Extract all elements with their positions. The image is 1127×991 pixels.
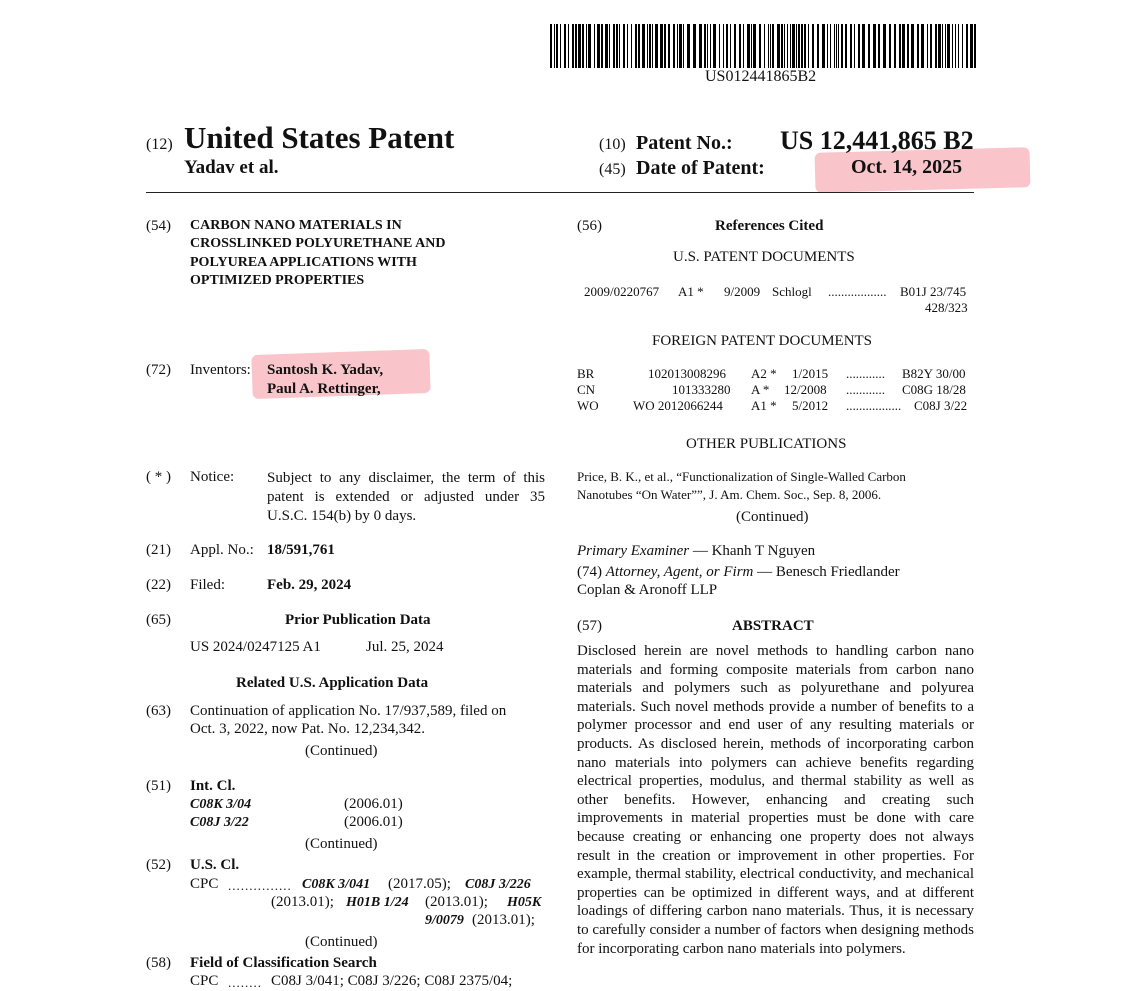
abstract-text: Disclosed herein are novel methods to handling carbon nano materials and forming composite materials from carbon nano materials and polymers such as polyurethane and polyurea materials. Such novel methods provide a number of benefits to a polymer processor and end user of any resulting materials or products. As disclosed herein, methods of incorporating carbon nano materials into polymers can achieve benefits regarding electrical properties, modulus, and thermal stability as well as other benefits. However, enhancing and creating such improvements in material properties must be done with care because creating or enhancing one property does not always result in the creation or improvement in other properties. For example, thermal stability, electrical conductivity, and mechanical properties can be optimized in different ways, and at different loadings of differing carbon nano materials. Thus, it is necessary to carefully consider a number of factors when designing methods for incorporating carbon nano materials into polymers. xyxy=(577,643,974,957)
barcode-bar xyxy=(873,24,876,68)
appl-no-label: Appl. No.: xyxy=(190,542,254,558)
barcode-bar xyxy=(582,24,584,68)
foreign-ref-kind: A1 * xyxy=(751,398,777,413)
foreign-ref-country: WO xyxy=(577,398,599,413)
continued-note: (Continued) xyxy=(305,743,378,759)
barcode-bar xyxy=(942,24,943,68)
barcode-bar xyxy=(768,24,769,68)
barcode-bar xyxy=(605,24,608,68)
barcode-bar xyxy=(883,24,886,68)
title-line: CROSSLINKED POLYURETHANE AND xyxy=(190,236,446,251)
header-divider xyxy=(146,192,974,193)
barcode-bar xyxy=(911,24,914,68)
barcode-bar xyxy=(660,24,663,68)
barcode-bar xyxy=(631,24,632,68)
field-cpc-codes: C08J 3/041; C08J 3/226; C08J 2375/04; xyxy=(271,973,513,989)
field-leader-dots: ........ xyxy=(228,975,262,990)
inventor-name: Santosh K. Yadav, xyxy=(267,362,384,378)
barcode-bar xyxy=(970,24,973,68)
barcode-number: US012441865B2 xyxy=(705,68,817,85)
inventors-label: Inventors: xyxy=(190,362,251,378)
barcode-bar xyxy=(619,24,620,68)
barcode-bar xyxy=(822,24,825,68)
filed-date: Feb. 29, 2024 xyxy=(267,577,352,593)
barcode-bar xyxy=(564,24,566,68)
barcode-bar xyxy=(739,24,741,68)
barcode-bar xyxy=(801,24,803,68)
barcode-bar xyxy=(854,24,855,68)
barcode-bar xyxy=(938,24,941,68)
barcode-bar xyxy=(578,24,581,68)
filed-label: Filed: xyxy=(190,577,226,593)
code-52: (52) xyxy=(146,857,171,873)
us-patent-documents-heading: U.S. PATENT DOCUMENTS xyxy=(673,249,855,265)
cpc-code: H05K xyxy=(507,895,542,910)
barcode-bar xyxy=(798,24,800,68)
barcode-bar xyxy=(817,24,819,68)
barcode-bar xyxy=(575,24,577,68)
field-cpc-label: CPC xyxy=(190,973,219,989)
barcode-bar xyxy=(935,24,937,68)
other-publications-heading: OTHER PUBLICATIONS xyxy=(686,436,847,452)
barcode-bar xyxy=(647,24,648,68)
barcode-bar xyxy=(655,24,658,68)
barcode-bar xyxy=(952,24,953,68)
attorney-name: — Benesch Friedlander xyxy=(753,564,900,580)
barcode xyxy=(550,24,978,68)
barcode-bar xyxy=(927,24,928,68)
barcode-bar xyxy=(597,24,600,68)
barcode-bar xyxy=(827,24,828,68)
barcode-bar xyxy=(719,24,720,68)
barcode-bar xyxy=(804,24,806,68)
barcode-bar xyxy=(830,24,831,68)
foreign-ref-class: C08J 3/22 xyxy=(914,398,968,413)
barcode-bar xyxy=(974,24,976,68)
barcode-bar xyxy=(838,24,839,68)
code-63: (63) xyxy=(146,703,171,719)
barcode-bar xyxy=(713,24,716,68)
code-12: (12) xyxy=(146,136,173,153)
barcode-bar xyxy=(677,24,678,68)
notice-label: Notice: xyxy=(190,469,235,485)
barcode-bar xyxy=(787,24,788,68)
barcode-bar xyxy=(609,24,610,68)
cpc-label: CPC xyxy=(190,876,219,892)
continuation-text: Continuation of application No. 17/937,589, filed on xyxy=(190,703,507,719)
int-cl-date: (2006.01) xyxy=(344,796,403,812)
barcode-bar xyxy=(568,24,569,68)
foreign-ref-kind: A2 * xyxy=(751,366,777,381)
barcode-bar xyxy=(812,24,814,68)
int-cl-label: Int. Cl. xyxy=(190,778,236,794)
other-publication-text: Price, B. K., et al., “Functionalization of Single-Walled Carbon xyxy=(577,469,906,484)
barcode-bar xyxy=(808,24,809,68)
code-57: (57) xyxy=(577,618,602,634)
barcode-bar xyxy=(845,24,847,68)
foreign-patent-documents-heading: FOREIGN PATENT DOCUMENTS xyxy=(652,333,873,349)
barcode-bar xyxy=(554,24,555,68)
barcode-bar xyxy=(850,24,852,68)
barcode-bar xyxy=(623,24,625,68)
barcode-bar xyxy=(586,24,587,68)
foreign-ref-class: C08G 18/28 xyxy=(902,382,966,397)
cpc-code: C08K 3/041 xyxy=(302,877,371,892)
barcode-bar xyxy=(784,24,785,68)
foreign-ref-dots: ................. xyxy=(846,398,902,413)
foreign-ref-number: 101333280 xyxy=(672,382,731,397)
continued-note: (Continued) xyxy=(305,836,378,852)
code-22: (22) xyxy=(146,577,171,593)
notice-text: Subject to any disclaimer, the term of this patent is extended or adjusted under 35 U.S.C. 154(b) by 0 days. xyxy=(267,470,545,524)
barcode-bar xyxy=(945,24,946,68)
barcode-bar xyxy=(966,24,968,68)
barcode-bar xyxy=(726,24,728,68)
us-cl-label: U.S. Cl. xyxy=(190,857,240,873)
barcode-bar xyxy=(588,24,591,68)
cpc-code: 9/0079 xyxy=(425,913,464,928)
barcode-bar xyxy=(679,24,682,68)
primary-examiner xyxy=(577,543,815,560)
code-74: (74) xyxy=(577,564,602,580)
code-45: (45) xyxy=(599,161,626,178)
us-ref-kind: A1 * xyxy=(678,284,704,299)
barcode-bar xyxy=(601,24,603,68)
title-line: CARBON NANO MATERIALS IN xyxy=(190,218,402,233)
foreign-ref-class: B82Y 30/00 xyxy=(902,366,966,381)
barcode-bar xyxy=(613,24,615,68)
title-line: OPTIMIZED PROPERTIES xyxy=(190,273,365,288)
cpc-date: (2013.01); xyxy=(425,894,488,910)
barcode-bar xyxy=(759,24,761,68)
barcode-bar xyxy=(917,24,919,68)
barcode-bar xyxy=(730,24,731,68)
code-10: (10) xyxy=(599,136,626,153)
code-65: (65) xyxy=(146,612,171,628)
us-ref-name: Schlogl xyxy=(772,284,812,299)
int-cl-code: C08K 3/04 xyxy=(190,797,252,812)
int-cl-date: (2006.01) xyxy=(344,814,403,830)
inventor-name: Paul A. Rettinger, xyxy=(267,381,381,397)
foreign-ref-dots: ............ xyxy=(846,382,885,397)
foreign-ref-kind: A * xyxy=(751,382,770,397)
barcode-bar xyxy=(770,24,771,68)
barcode-bar xyxy=(683,24,684,68)
barcode-bar xyxy=(687,24,690,68)
us-ref-class: 428/323 xyxy=(925,300,968,315)
barcode-bar xyxy=(878,24,880,68)
us-ref-dots: .................. xyxy=(828,284,887,299)
barcode-bar xyxy=(635,24,637,68)
barcode-bar xyxy=(616,24,618,68)
barcode-bar xyxy=(753,24,756,68)
cpc-date: (2013.01); xyxy=(472,912,535,928)
cpc-leader-dots: ............... xyxy=(228,878,292,893)
other-publication-text: Nanotubes “On Water””, J. Am. Chem. Soc., Sep. 8, 2006. xyxy=(577,487,882,502)
authors: Yadav et al. xyxy=(184,157,279,178)
continued-note: (Continued) xyxy=(736,509,809,525)
barcode-bar xyxy=(693,24,696,68)
barcode-bar xyxy=(638,24,640,68)
code-54: (54) xyxy=(146,218,171,234)
prior-publication-number: US 2024/0247125 A1 xyxy=(190,639,321,655)
barcode-bar xyxy=(664,24,666,68)
attorney xyxy=(577,564,900,581)
barcode-bar xyxy=(834,24,835,68)
us-ref-date: 9/2009 xyxy=(724,284,761,299)
date-of-patent: Oct. 14, 2025 xyxy=(851,156,963,178)
barcode-bar xyxy=(743,24,744,68)
barcode-bar xyxy=(710,24,711,68)
int-cl-code: C08J 3/22 xyxy=(190,815,249,830)
prior-publication-heading: Prior Publication Data xyxy=(285,612,431,628)
patent-number: US 12,441,865 B2 xyxy=(780,126,974,155)
attorney-name-cont: Coplan & Aronoff LLP xyxy=(577,582,718,598)
barcode-bar xyxy=(556,24,558,68)
barcode-bar xyxy=(572,24,574,68)
barcode-bar xyxy=(958,24,959,68)
barcode-bar xyxy=(790,24,791,68)
foreign-ref-dots: ............ xyxy=(846,366,885,381)
cpc-code: H01B 1/24 xyxy=(346,895,409,910)
barcode-bar xyxy=(777,24,780,68)
barcode-bar xyxy=(673,24,675,68)
us-ref-number: 2009/0220767 xyxy=(584,284,660,299)
title-line: POLYUREA APPLICATIONS WITH xyxy=(190,255,417,270)
cpc-code: C08J 3/226 xyxy=(465,877,531,892)
barcode-bar xyxy=(699,24,702,68)
cpc-date: (2013.01); xyxy=(271,894,334,910)
foreign-ref-date: 5/2012 xyxy=(792,398,829,413)
continuation-text: Oct. 3, 2022, now Pat. No. 12,234,342. xyxy=(190,721,425,737)
code-51: (51) xyxy=(146,778,171,794)
barcode-bar xyxy=(550,24,552,68)
barcode-bar xyxy=(652,24,653,68)
cpc-date: (2017.05); xyxy=(388,876,451,892)
foreign-ref-country: BR xyxy=(577,366,595,381)
barcode-bar xyxy=(627,24,628,68)
barcode-bar xyxy=(649,24,651,68)
primary-examiner-name: — Khanh T Nguyen xyxy=(689,543,816,559)
barcode-bar xyxy=(723,24,724,68)
related-application-heading: Related U.S. Application Data xyxy=(236,675,429,691)
barcode-bar xyxy=(781,24,783,68)
barcode-bar xyxy=(894,24,896,68)
notice-code: ( * ) xyxy=(146,469,171,485)
barcode-bar xyxy=(747,24,750,68)
barcode-bar xyxy=(772,24,774,68)
barcode-bar xyxy=(899,24,901,68)
references-heading: References Cited xyxy=(715,218,824,234)
us-ref-class: B01J 23/745 xyxy=(900,284,967,299)
document-title: United States Patent xyxy=(184,120,455,155)
barcode-bar xyxy=(642,24,645,68)
barcode-bar xyxy=(907,24,909,68)
primary-examiner-label: Primary Examiner xyxy=(577,543,690,559)
barcode-bar xyxy=(560,24,561,68)
attorney-label: Attorney, Agent, or Firm xyxy=(605,564,754,580)
field-of-search-label: Field of Classification Search xyxy=(190,955,377,971)
barcode-bar xyxy=(868,24,870,68)
barcode-bar xyxy=(889,24,891,68)
barcode-bar xyxy=(862,24,865,68)
barcode-bar xyxy=(955,24,956,68)
barcode-bar xyxy=(962,24,963,68)
barcode-bar xyxy=(764,24,765,68)
foreign-ref-country: CN xyxy=(577,382,596,397)
code-72: (72) xyxy=(146,362,171,378)
continued-note: (Continued) xyxy=(305,934,378,950)
barcode-bar xyxy=(668,24,670,68)
foreign-ref-date: 12/2008 xyxy=(784,382,827,397)
barcode-bar xyxy=(836,24,837,68)
date-of-patent-label: Date of Patent: xyxy=(636,157,765,179)
barcode-bar xyxy=(734,24,736,68)
foreign-ref-number: WO 2012066244 xyxy=(633,398,723,413)
foreign-ref-number: 102013008296 xyxy=(648,366,726,381)
abstract-heading: ABSTRACT xyxy=(732,618,814,634)
barcode-bar xyxy=(704,24,706,68)
barcode-bar xyxy=(707,24,708,68)
barcode-bar xyxy=(930,24,932,68)
barcode-bar xyxy=(751,24,752,68)
code-58: (58) xyxy=(146,955,171,971)
appl-number: 18/591,761 xyxy=(267,542,335,558)
barcode-bar xyxy=(792,24,795,68)
foreign-ref-date: 1/2015 xyxy=(792,366,829,381)
barcode-bar xyxy=(921,24,924,68)
patent-no-label: Patent No.: xyxy=(636,132,733,154)
code-21: (21) xyxy=(146,542,171,558)
barcode-bar xyxy=(594,24,595,68)
prior-publication-date: Jul. 25, 2024 xyxy=(366,639,444,655)
barcode-bar xyxy=(858,24,860,68)
barcode-bar xyxy=(796,24,797,68)
barcode-bar xyxy=(841,24,843,68)
code-56: (56) xyxy=(577,218,602,234)
barcode-bar xyxy=(902,24,905,68)
barcode-bar xyxy=(947,24,950,68)
